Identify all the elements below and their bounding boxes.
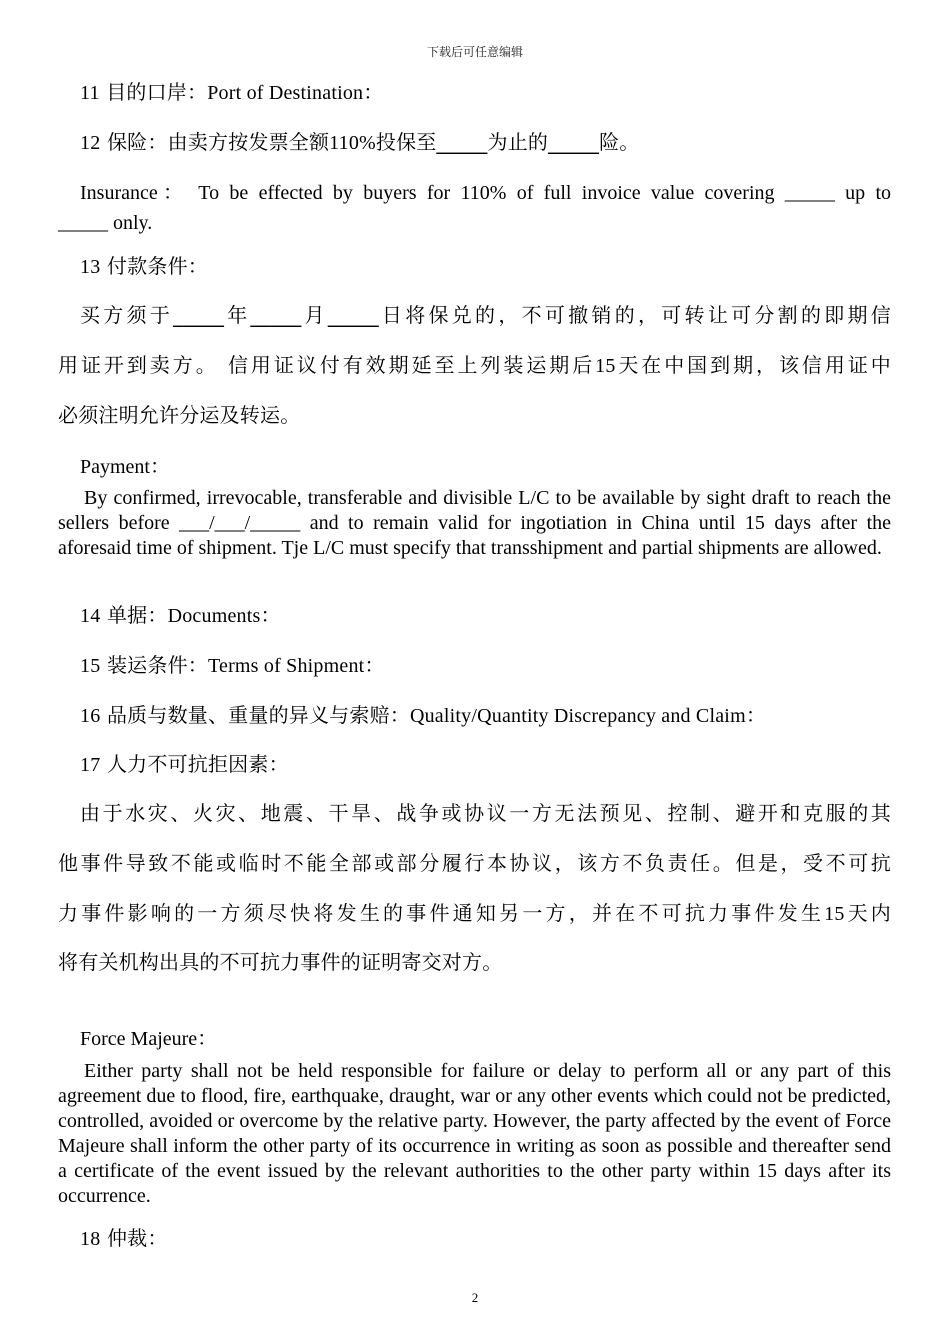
section-13-cn-line-1: 买方须于_____年_____月_____日将保兑的，不可撤销的，可转让可分割的即期信 <box>80 303 891 327</box>
section-13-payment-body: By confirmed, irrevocable, transferable and divisible L/C to be available by sight draft to reach the sellers before ___/___/_____ and to remain valid for ingotiation in China until 15 days after the aforesaid time of shipment. Tje L/C must specify that transshipment and partial shipments are allowed. <box>58 487 891 559</box>
section-15-heading: 15 装运条件：Terms of Shipment： <box>80 653 385 677</box>
section-17-heading: 17 人力不可抗拒因素： <box>80 752 289 776</box>
section-17-cn-line-4: 将有关机构出具的不可抗力事件的证明寄交对方。 <box>58 950 503 974</box>
section-16-heading: 16 品质与数量、重量的异义与索赔：Quality/Quantity Discrepancy and Claim： <box>80 703 767 727</box>
page-number: 2 <box>471 1290 479 1305</box>
section-17-cn-line-2: 他事件导致不能或临时不能全部或部分履行本协议，该方不负责任。但是，受不可抗 <box>58 851 891 875</box>
section-17-cn-line-1: 由于水灾、火灾、地震、干旱、战争或协议一方无法预见、控制、避开和克服的其 <box>80 801 891 825</box>
section-12-insurance-line-1: Insurance： To be effected by buyers for 110% of full invoice value covering _____ up to <box>80 182 891 204</box>
section-17-force-majeure-title: Force Majeure： <box>80 1028 218 1050</box>
page-header: 下载后可任意编辑 <box>426 45 523 59</box>
section-14-heading: 14 单据：Documents： <box>80 603 281 627</box>
section-17-cn-line-3: 力事件影响的一方须尽快将发生的事件通知另一方，并在不可抗力事件发生15天内 <box>58 901 891 925</box>
section-13-heading: 13 付款条件： <box>80 254 208 278</box>
section-17-force-majeure-body: Either party shall not be held responsible for failure or delay to perform all or any part of this agreement due to flood, fire, earthquake, draught, war or any other events which could not be predicted, controlled, avoided or overcome by the relative party. However, the party affected by the event of Force Majeure shall inform the other party of its occurrence in writing as soon as possible and thereafter send a certificate of the event issued by the relevant authorities to the other party within 15 days after its occurrence. <box>58 1060 891 1207</box>
section-18-heading: 18 仲裁： <box>80 1226 168 1250</box>
section-13-cn-line-2: 用证开到卖方。 信用证议付有效期延至上列装运期后15天在中国到期，该信用证中 <box>58 353 891 377</box>
section-12-heading: 12 保险：由卖方按发票全额110%投保至_____为止的_____险。 <box>80 130 640 154</box>
section-12-insurance-line-2: _____ only. <box>58 212 153 234</box>
section-11-heading: 11 目的口岸：Port of Destination： <box>80 80 384 104</box>
section-13-payment-title: Payment： <box>80 456 170 478</box>
section-13-cn-line-3: 必须注明允许分运及转运。 <box>58 403 301 427</box>
